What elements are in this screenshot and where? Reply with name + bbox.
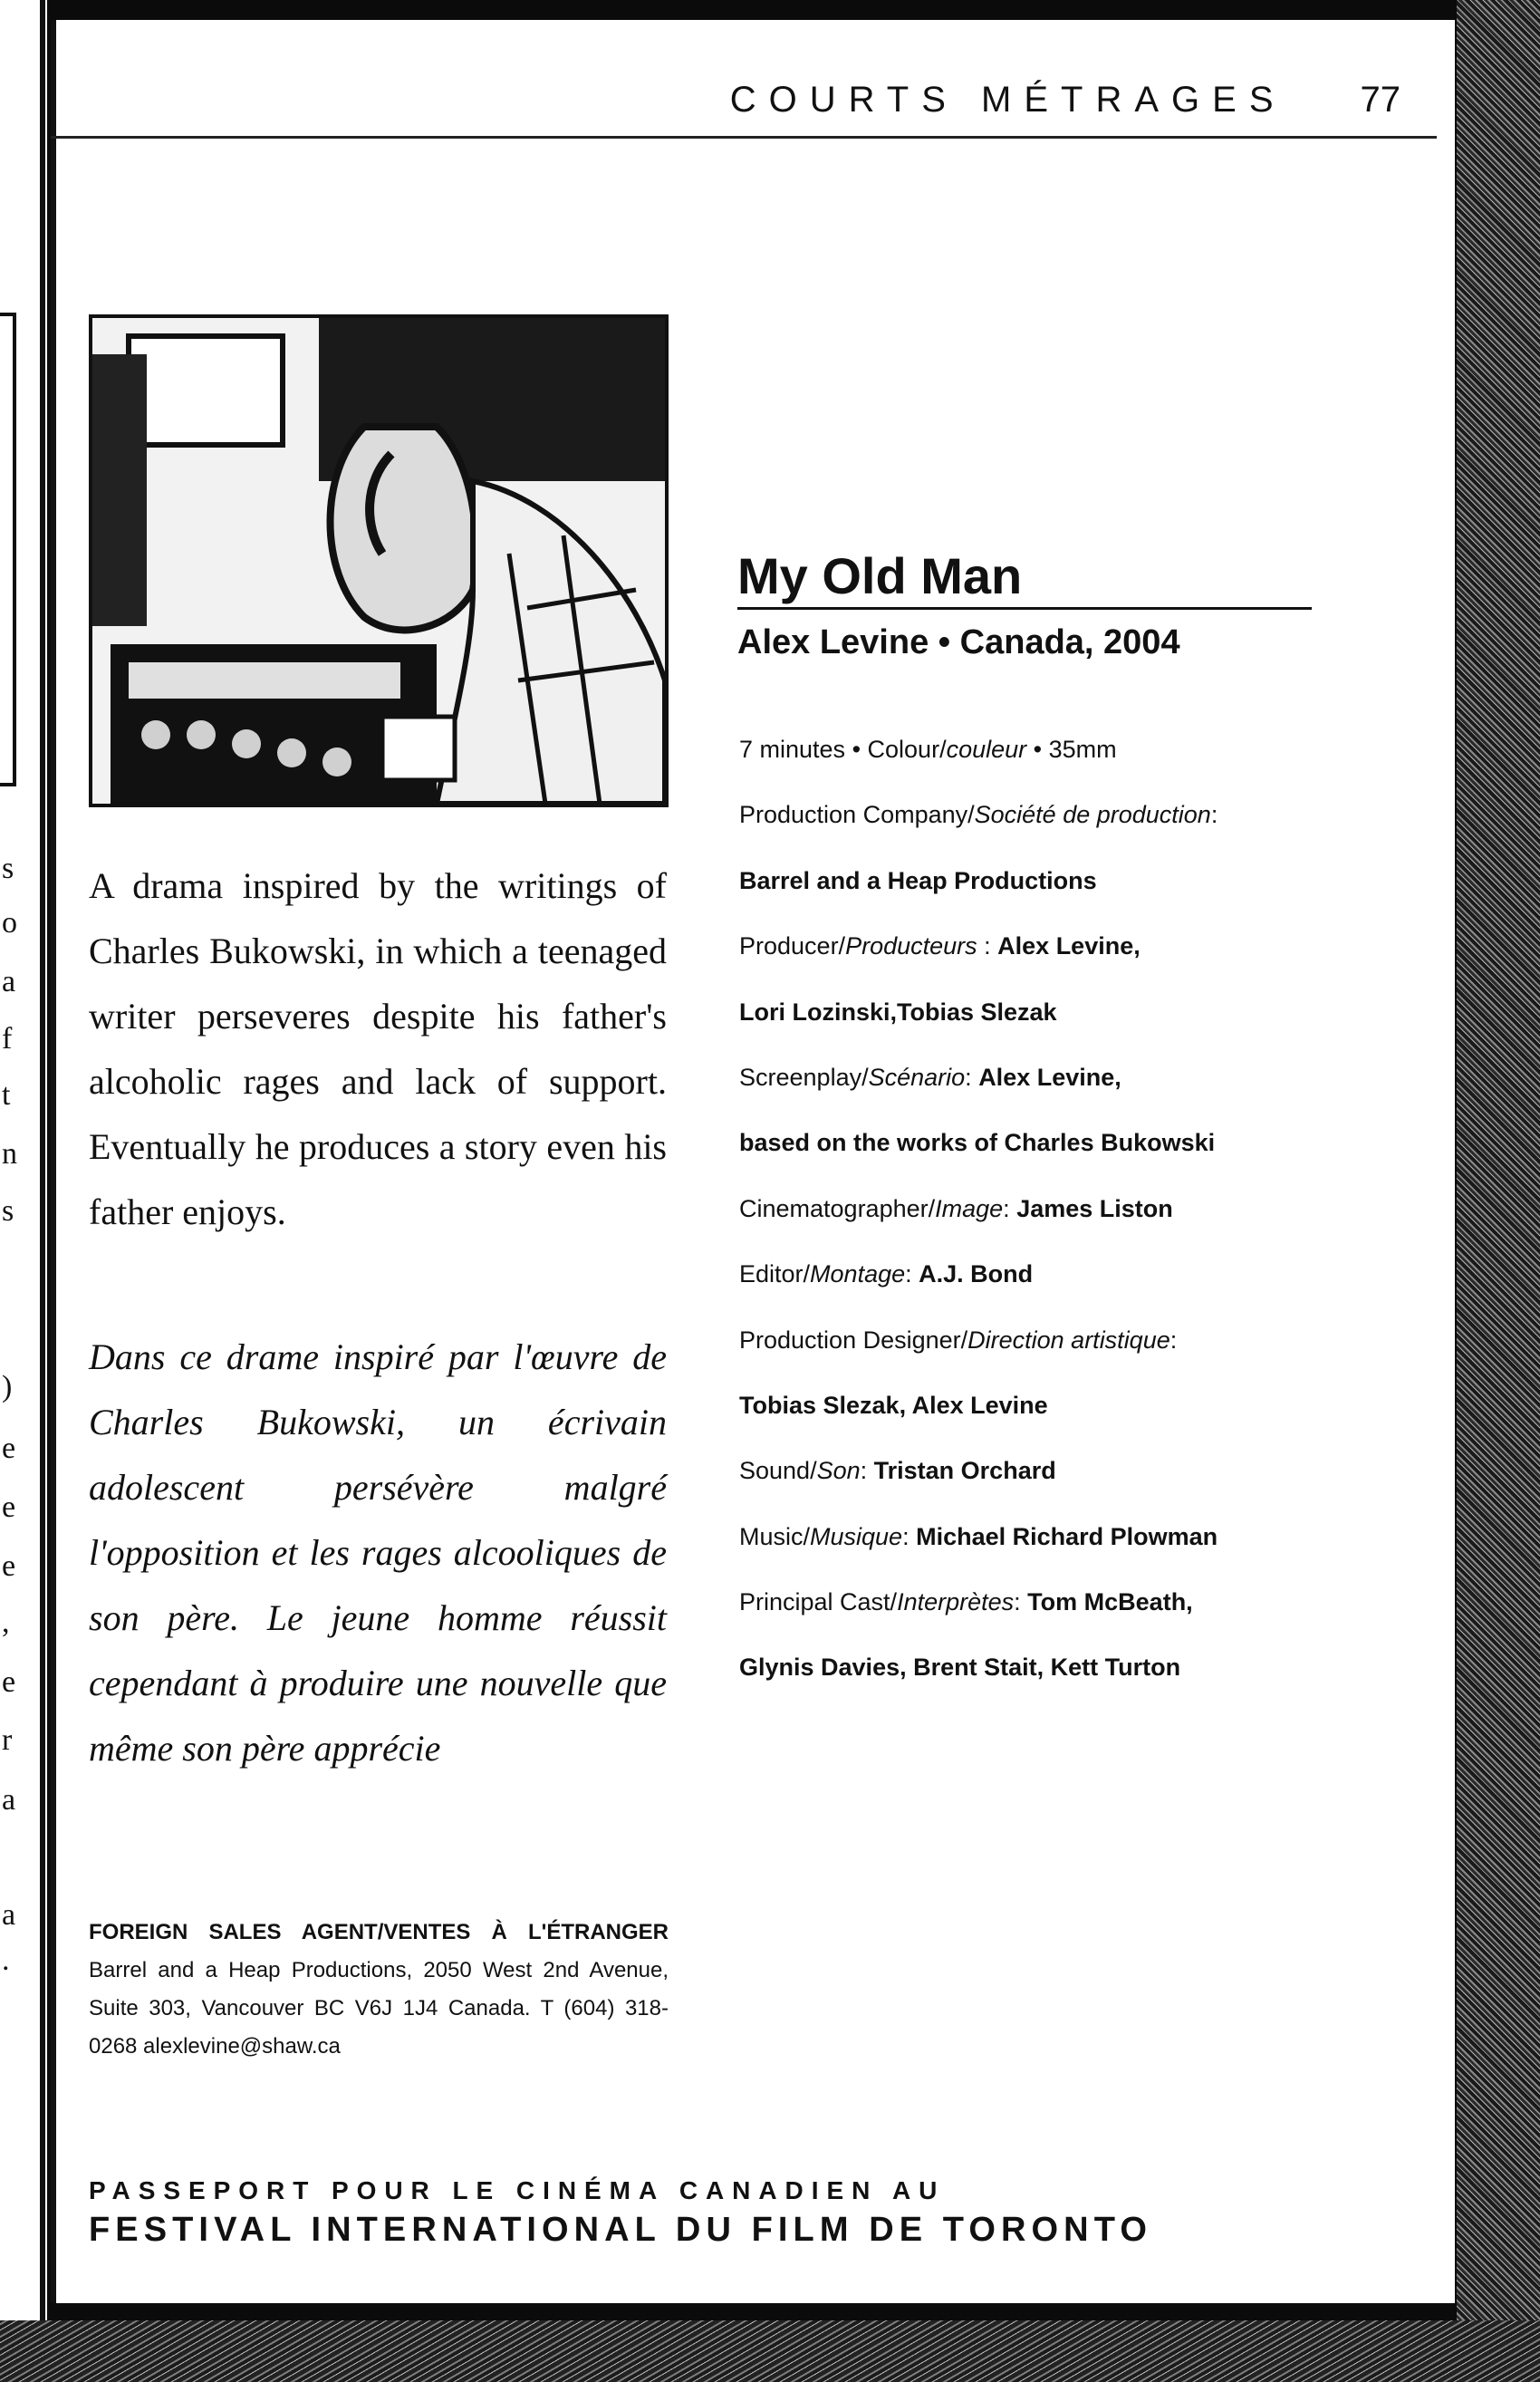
- adjacent-page-edge: [0, 0, 47, 2382]
- credit-music: Music/Musique: Michael Richard Plowman: [739, 1522, 1218, 1550]
- film-byline: [737, 623, 1372, 662]
- margin-glyph: s: [2, 1194, 14, 1228]
- margin-glyph: n: [2, 1137, 17, 1171]
- film-format: 35mm: [1048, 736, 1117, 763]
- credit-producer: Producer/Producteurs : Alex Levine,: [739, 932, 1141, 960]
- margin-glyph: .: [2, 1943, 10, 1977]
- section-title: COURTS MÉTRAGES: [729, 79, 1286, 120]
- margin-glyph: f: [2, 1022, 13, 1056]
- running-head: [621, 72, 1400, 127]
- credits-list: [739, 725, 1391, 1709]
- credit-screenplay-cont: based on the works of Charles Bukowski: [739, 1129, 1216, 1157]
- country-year: Canada, 2004: [959, 623, 1180, 661]
- credit-production-company-label: Production Company/Société de production:: [739, 801, 1218, 829]
- footer-festival-line: FESTIVAL INTERNATIONAL DU FILM DE TORONTO: [89, 2211, 1152, 2249]
- margin-glyph: a: [2, 965, 16, 998]
- film-title: My Old Man: [737, 547, 1312, 610]
- footer-passport-line: PASSEPORT POUR LE CINÉMA CANADIEN AU: [89, 2176, 946, 2204]
- margin-glyph: e: [2, 1490, 16, 1524]
- bullet-separator: •: [938, 623, 960, 661]
- credit-sound: Sound/Son: Tristan Orchard: [739, 1457, 1056, 1485]
- duration: 7 minutes: [739, 736, 846, 763]
- margin-glyph: r: [2, 1723, 13, 1757]
- binding-rule: [40, 0, 45, 2382]
- credit-production-designer-value: Tobias Slezak, Alex Levine: [739, 1391, 1048, 1419]
- margin-glyph: a: [2, 1783, 16, 1817]
- credit-screenplay: Screenplay/Scénario: Alex Levine,: [739, 1063, 1121, 1091]
- page-gutter-rule: [51, 20, 56, 2303]
- credit-production-designer-label: Production Designer/Direction artistique:: [739, 1326, 1178, 1354]
- margin-glyph: t: [2, 1078, 11, 1112]
- synopsis-french: Dans ce drame inspiré par l'œuvre de Charles Bukowski, un écrivain adolescent persévère malgré l'opposition et les rages alcooliques de son père. Le jeune homme réussit cependant à produire une nouvelle que même son père apprécie: [89, 1336, 667, 1769]
- margin-glyph: e: [2, 1549, 16, 1583]
- credit-cast-cont: Glynis Davies, Brent Stait, Kett Turton: [739, 1654, 1181, 1682]
- foreign-sales-agent: [89, 1914, 669, 2066]
- margin-glyph: a: [2, 1898, 16, 1932]
- synopsis-english: A drama inspired by the writings of Charles Bukowski, in which a teenaged writer perseveres despite his father's alcoholic rages and lack of support. Eventually he produces a story even his father enjoys.: [89, 865, 667, 1232]
- adjacent-page-frame: [0, 313, 16, 786]
- credit-cast: Principal Cast/Interprètes: Tom McBeath,: [739, 1588, 1193, 1616]
- margin-glyph: e: [2, 1665, 16, 1699]
- colour-fr: couleur: [946, 736, 1027, 763]
- margin-glyph: e: [2, 1432, 16, 1465]
- film-still-illustration: [92, 318, 665, 804]
- colour-en: Colour/: [867, 736, 947, 763]
- tech-specs: 7 minutes • Colour/couleur • 35mm: [739, 736, 1117, 763]
- margin-glyph: s: [2, 852, 14, 885]
- margin-glyph: o: [2, 906, 17, 940]
- credit-production-company-value: Barrel and a Heap Productions: [739, 866, 1097, 894]
- margin-glyph: ): [2, 1370, 13, 1403]
- film-still-image: [89, 314, 669, 807]
- director-name: Alex Levine: [737, 623, 929, 661]
- header-rule: [51, 136, 1437, 139]
- page-number: 77: [1360, 79, 1400, 120]
- credit-cinematographer: Cinematographer/Image: James Liston: [739, 1194, 1173, 1222]
- scan-noise-right: [1457, 0, 1540, 2382]
- scan-noise-bottom: [0, 2320, 1540, 2382]
- credit-editor: Editor/Montage: A.J. Bond: [739, 1260, 1034, 1288]
- catalogue-page: [51, 20, 1455, 2303]
- margin-glyph: ,: [2, 1606, 10, 1639]
- sales-contact: Barrel and a Heap Productions, 2050 West 2nd Avenue, Suite 303, Vancouver BC V6J 1J4 Canada. T (604) 318-0268 alexlevine@shaw.ca: [89, 1958, 669, 2059]
- sales-label: FOREIGN SALES AGENT/VENTES À L'ÉTRANGER: [89, 1920, 669, 1944]
- credit-producer-cont: Lori Lozinski,Tobias Slezak: [739, 998, 1057, 1026]
